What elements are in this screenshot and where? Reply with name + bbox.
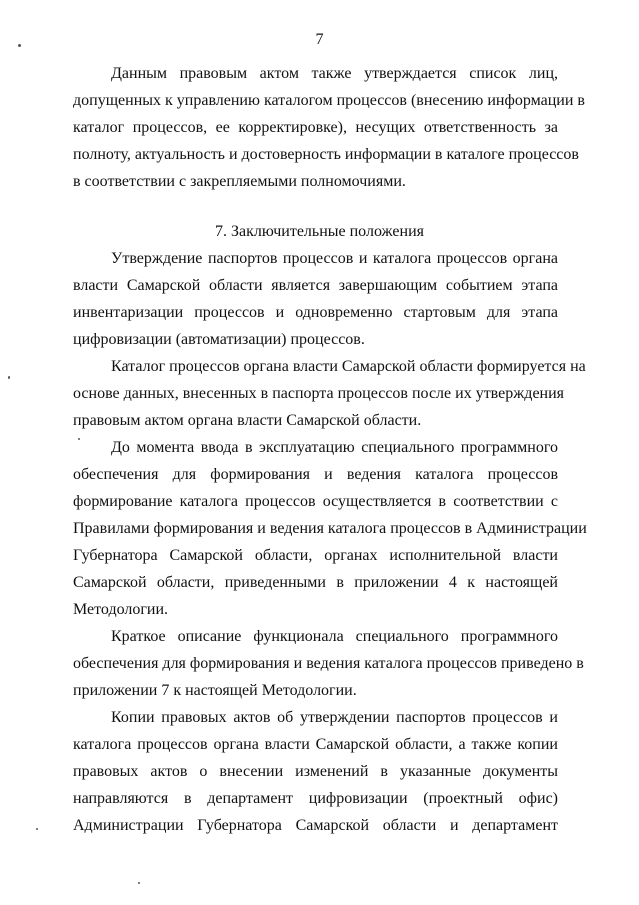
paragraph-3-line-1: Каталог процессов органа власти Самарской области формируется на: [111, 358, 586, 375]
paragraph-6-line-1: Копии правовых актов об утверждении паспортов процессов и: [111, 709, 558, 726]
scan-speck: [78, 438, 80, 440]
paragraph-4-line-3: формирование каталога процессов осуществляется в соответствии с: [73, 493, 558, 510]
paragraph-5-line-3: приложении 7 к настоящей Методологии.: [73, 682, 357, 699]
scan-speck: [8, 376, 10, 379]
paragraph-6-line-2: каталога процессов органа власти Самарской области, а также копии: [73, 736, 558, 753]
paragraph-6-line-5: Администрации Губернатора Самарской области и департамент: [73, 817, 558, 834]
paragraph-2-line-1: Утверждение паспортов процессов и каталога процессов органа: [111, 250, 558, 267]
page-number: 7: [315, 31, 324, 48]
paragraph-2-line-4: цифровизации (автоматизации) процессов.: [73, 331, 365, 348]
paragraph-5-line-1: Краткое описание функционала специального программного: [111, 628, 558, 645]
paragraph-1-line-2: допущенных к управлению каталогом процессов (внесению информации в: [73, 92, 585, 109]
scan-speck: [18, 44, 21, 47]
paragraph-1-line-1: Данным правовым актом также утверждается список лиц,: [111, 65, 558, 82]
paragraph-3-line-2: основе данных, внесенных в паспорта процессов после их утверждения: [73, 385, 565, 402]
paragraph-4-line-2: обеспечения для формирования и ведения каталога процессов: [73, 466, 558, 483]
scan-speck: [138, 882, 140, 884]
paragraph-5-line-2: обеспечения для формирования и ведения каталога процессов приведено в: [73, 655, 584, 672]
paragraph-2-line-3: инвентаризации процессов и одновременно стартовым для этапа: [73, 304, 558, 321]
paragraph-4-line-6: Самарской области, приведенными в приложении 4 к настоящей: [73, 574, 558, 591]
paragraph-1-line-5: в соответствии с закрепляемыми полномочиями.: [73, 173, 406, 190]
paragraph-4-line-1: До момента ввода в эксплуатацию специального программного: [111, 439, 558, 456]
paragraph-3-line-3: правовым актом органа власти Самарской области.: [73, 412, 422, 429]
scan-speck: [36, 828, 38, 830]
paragraph-4-line-5: Губернатора Самарской области, органах исполнительной власти: [73, 547, 558, 564]
paragraph-6-line-4: направляются в департамент цифровизации (проектный офис): [73, 790, 558, 807]
paragraph-4-line-7: Методологии.: [73, 601, 169, 618]
paragraph-2-line-2: власти Самарской области является завершающим событием этапа: [73, 277, 558, 294]
paragraph-4-line-4: Правилами формирования и ведения каталога процессов в Администрации: [73, 520, 587, 537]
paragraph-6-line-3: правовых актов о внесении изменений в указанные документы: [73, 763, 558, 780]
section-heading: 7. Заключительные положения: [215, 223, 424, 240]
paragraph-1-line-4: полноту, актуальность и достоверность информации в каталоге процессов: [73, 146, 579, 163]
paragraph-1-line-3: каталог процессов, ее корректировке), несущих ответственность за: [73, 119, 558, 136]
